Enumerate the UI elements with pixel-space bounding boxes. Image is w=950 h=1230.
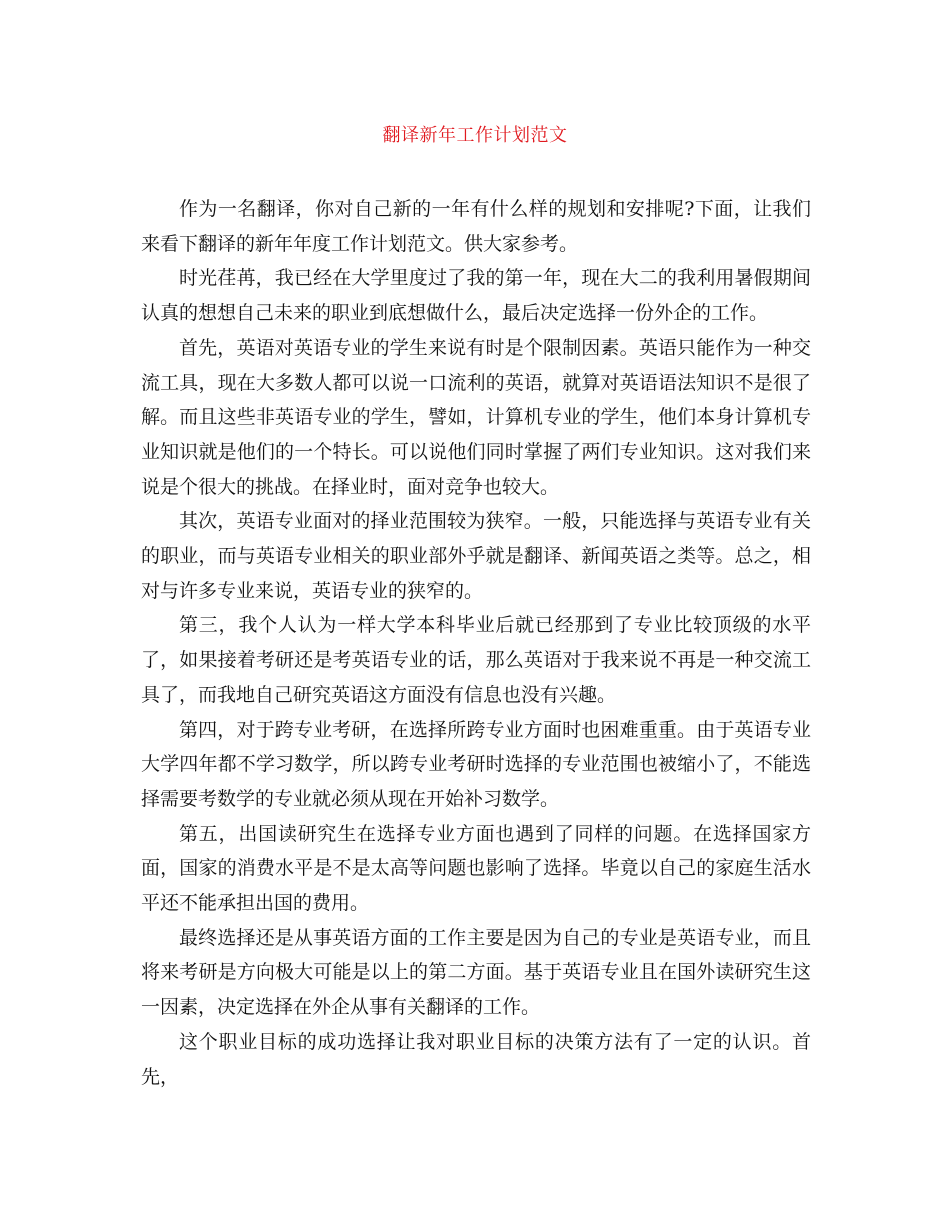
paragraph-intro: 作为一名翻译，你对自己新的一年有什么样的规划和安排呢?下面，让我们来看下翻译的新年年度工作计划范文。供大家参考。 (141, 198, 811, 255)
document-body (141, 192, 811, 1094)
paragraph-background: 时光荏苒，我已经在大学里度过了我的第一年，现在大二的我利用暑假期间认真的想想自己未来的职业到底想做什么，最后决定选择一份外企的工作。 (141, 267, 811, 325)
paragraph-conclusion: 最终选择还是从事英语方面的工作主要是因为自己的专业是英语专业，而且将来考研是方向极大可能是以上的第二方面。基于英语专业且在国外读研究生这一因素，决定选择在外企从事有关翻译的工作。 (141, 926, 811, 1019)
paragraph-fourth-point: 第四，对于跨专业考研，在选择所跨专业方面时也困难重重。由于英语专业大学四年都不学习数学，所以跨专业考研时选择的专业范围也被缩小了，不能选择需要考数学的专业就必须从现在开始补习数学。 (141, 718, 811, 810)
paragraph-reflection: 这个职业目标的成功选择让我对职业目标的决策方法有了一定的认识。首先， (141, 1030, 811, 1088)
paragraph-second-point: 其次，英语专业面对的择业范围较为狭窄。一般，只能选择与英语专业有关的职业，而与英语专业相关的职业部外乎就是翻译、新闻英语之类等。总之，相对与许多专业来说，英语专业的狭窄的。 (141, 510, 811, 602)
paragraph-third-point: 第三，我个人认为一样大学本科毕业后就已经那到了专业比较顶级的水平了，如果接着考研还是考英语专业的话，那么英语对于我来说不再是一种交流工具了，而我地自己研究英语这方面没有信息也没有兴趣。 (141, 614, 811, 706)
paragraph-first-point: 首先，英语对英语专业的学生来说有时是个限制因素。英语只能作为一种交流工具，现在大多数人都可以说一口流利的英语，就算对英语语法知识不是很了解。而且这些非英语专业的学生，譬如，计算机专业的学生，他们本身计算机专业知识就是他们的一个特长。可以说他们同时掌握了两们专业知识。这对我们来说是个很大的挑战。在择业时，面对竞争也较大。 (141, 336, 811, 498)
document-title: 翻译新年工作计划范文 (382, 125, 568, 146)
paragraph-fifth-point: 第五，出国读研究生在选择专业方面也遇到了同样的问题。在选择国家方面，国家的消费水平是不是太高等问题也影响了选择。毕竟以自己的家庭生活水平还不能承担出国的费用。 (141, 822, 811, 915)
